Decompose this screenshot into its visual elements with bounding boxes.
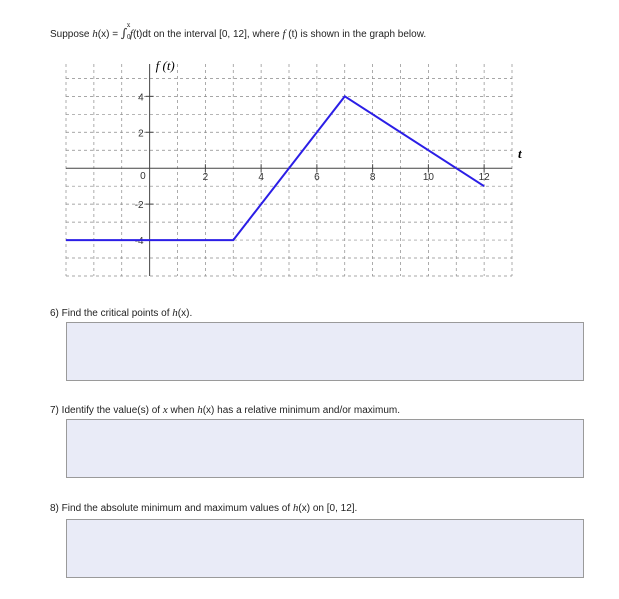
question-7-number: 7) — [50, 405, 59, 416]
integral-lower: 0 — [126, 34, 131, 41]
intro-integrand-arg: (t)dt — [132, 29, 151, 40]
question-6-fn: h — [172, 307, 178, 319]
x-tick-label: 6 — [314, 172, 320, 184]
function-graph — [0, 50, 619, 290]
question-7-text: Identify the value(s) of — [58, 405, 163, 416]
y-tick-label: -2 — [134, 200, 144, 212]
question-8-fn: h — [292, 502, 299, 514]
ticks — [135, 92, 490, 247]
question-7-arg: (x) — [202, 405, 215, 416]
y-tick-label: -4 — [134, 236, 144, 248]
question-6-end: . — [189, 308, 193, 319]
grid — [66, 64, 512, 276]
question-6 — [50, 307, 192, 319]
integral-upper: x — [126, 22, 131, 29]
question-6-arg: (x) — [177, 308, 190, 319]
y-tick-label: 2 — [138, 128, 144, 140]
question-8-text: Find the absolute minimum and maximum values of — [58, 503, 293, 514]
intro-f-arg: (t) — [285, 29, 298, 40]
x-tick-label: 8 — [369, 172, 376, 184]
intro-text-2: on the interval [0, 12], where — [150, 29, 283, 40]
x-tick-label: 10 — [422, 172, 434, 184]
answer-box-7[interactable] — [66, 419, 584, 478]
x-tick-label: 4 — [258, 172, 264, 184]
x-axis-label: t — [518, 146, 522, 162]
question-6-number: 6) — [50, 308, 59, 319]
question-6-text: Find the critical points of — [58, 308, 173, 319]
question-8-arg: (x) — [298, 503, 311, 514]
question-8 — [50, 502, 357, 514]
intro-h: h — [92, 28, 98, 40]
question-7-end: has a relative minimum and/or maximum. — [214, 405, 401, 416]
question-8-number: 8) — [50, 503, 59, 514]
y-tick-label: 4 — [138, 92, 144, 104]
problem-statement — [50, 22, 427, 41]
y-axis-label: f (t) — [155, 58, 175, 73]
question-7 — [50, 404, 400, 416]
intro-text-3: is shown in the graph below. — [297, 29, 427, 40]
intro-text-1: Suppose — [50, 29, 93, 40]
intro-h-arg: (x) = — [97, 29, 121, 40]
question-7-x: x — [162, 404, 168, 416]
intro-f: f — [282, 28, 286, 40]
question-7-when: when — [167, 405, 198, 416]
x-tick-label: 12 — [478, 172, 490, 184]
integral-sign: ∫ x 0 — [120, 22, 131, 41]
answer-box-8[interactable] — [66, 519, 584, 578]
question-7-fn: h — [197, 404, 203, 416]
answer-box-6[interactable] — [66, 322, 584, 381]
question-8-end: on [0, 12]. — [310, 503, 358, 514]
intro-integrand: f — [129, 28, 133, 40]
origin-label: 0 — [140, 171, 146, 183]
x-tick-label: 2 — [202, 172, 209, 184]
